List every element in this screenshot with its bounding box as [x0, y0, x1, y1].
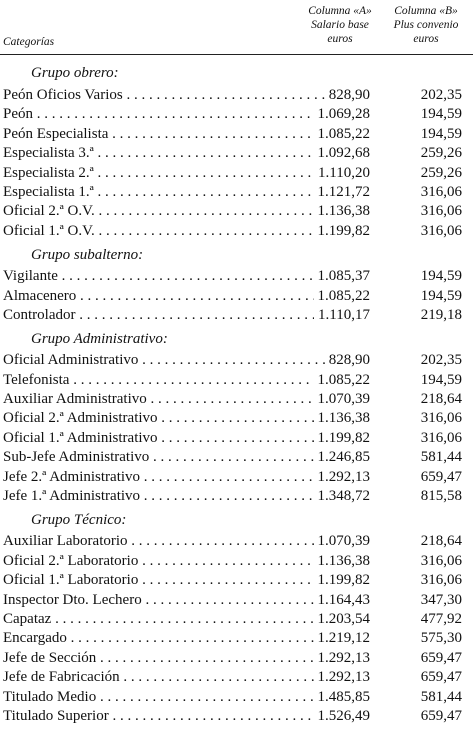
group-title: Grupo subalterno:: [31, 247, 144, 264]
salario-base-value: 1.110,20: [314, 164, 370, 183]
category-name: Oficial 2.ª Laboratorio . . .: [3, 552, 370, 571]
table-row: [0, 306, 473, 325]
category-name: Oficial 1.ª O.V. . . .: [3, 222, 370, 241]
plus-convenio-value: 659,47: [420, 468, 462, 485]
plus-convenio-value: 316,06: [420, 183, 462, 200]
table-row: [0, 429, 473, 448]
table-row: [0, 468, 473, 487]
table-row: [0, 371, 473, 390]
categories-header: Categorías: [3, 36, 55, 48]
plus-convenio-value: 581,44: [420, 688, 462, 705]
salario-base-value: 828,90: [325, 86, 370, 105]
category-name: Oficial 1.ª Laboratorio . . .: [3, 571, 370, 590]
table-row: [0, 532, 473, 551]
column-a-header: [298, 4, 382, 46]
salario-base-value: 1.136,38: [314, 409, 371, 428]
plus-convenio-value: 218,64: [420, 391, 462, 408]
table-row: [0, 409, 473, 428]
category-name: Sub-Jefe Administrativo . . .: [3, 448, 370, 467]
salario-base-value: 1.164,43: [314, 591, 371, 610]
salario-base-value: 1.121,72: [314, 183, 371, 202]
column-a-header-line: Salario base: [311, 19, 369, 31]
group-title: Grupo obrero:: [31, 65, 119, 81]
table-header: [0, 0, 473, 56]
salario-base-value: 828,90: [325, 351, 370, 370]
salario-base-value: 1.069,28: [314, 105, 371, 124]
salario-base-value: 1.203,54: [314, 610, 371, 629]
table-row: [0, 105, 473, 124]
category-name: Especialista 1.ª . . .: [3, 183, 370, 202]
header-divider: [0, 54, 473, 55]
salario-base-value: 1.110,17: [314, 306, 370, 325]
plus-convenio-value: 194,59: [420, 268, 462, 285]
plus-convenio-value: 202,35: [420, 352, 462, 369]
category-name: Jefe 1.ª Administrativo . . .: [3, 487, 370, 506]
category-name: Especialista 2.ª . . .: [3, 164, 370, 183]
salario-base-value: 1.292,13: [314, 649, 371, 668]
category-name: Titulado Superior . . .: [3, 707, 370, 726]
salario-base-value: 1.085,22: [314, 287, 371, 306]
table-row: [0, 125, 473, 144]
salario-base-value: 1.085,37: [314, 267, 371, 286]
table-row: [0, 144, 473, 163]
category-name: Oficial 2.ª Administrativo . . .: [3, 409, 370, 428]
table-row: [0, 707, 473, 726]
category-name: Peón Especialista . . .: [3, 125, 370, 144]
table-row: [0, 390, 473, 409]
salario-base-value: 1.085,22: [314, 371, 371, 390]
plus-convenio-value: 659,47: [420, 707, 462, 724]
plus-convenio-value: 194,59: [420, 106, 462, 123]
plus-convenio-value: 194,59: [420, 371, 462, 388]
table-row: [0, 202, 473, 221]
column-a-header-line: euros: [327, 33, 353, 45]
plus-convenio-value: 316,06: [420, 222, 462, 239]
category-name: Oficial 2.ª O.V. . . .: [3, 202, 370, 221]
category-name: Jefe de Sección . . .: [3, 649, 370, 668]
plus-convenio-value: 316,06: [420, 552, 462, 569]
salario-base-value: 1.199,82: [314, 222, 371, 241]
salario-base-value: 1.292,13: [314, 668, 371, 687]
salario-base-value: 1.199,82: [314, 571, 371, 590]
category-name: Oficial 1.ª Administrativo . . .: [3, 429, 370, 448]
column-b-header-line: euros: [413, 33, 439, 45]
plus-convenio-value: 477,92: [420, 610, 462, 627]
table-row: [0, 222, 473, 241]
category-name: Telefonista . . .: [3, 371, 370, 390]
column-a-header-line: Columna «A»: [308, 5, 372, 17]
plus-convenio-value: 202,35: [420, 87, 462, 103]
table-row: [0, 610, 473, 629]
table-row: [0, 351, 473, 370]
column-b-header-line: Plus convenio: [393, 19, 459, 31]
plus-convenio-value: 659,47: [420, 669, 462, 686]
plus-convenio-value: 219,18: [420, 306, 462, 323]
plus-convenio-value: 659,47: [420, 649, 462, 666]
salario-base-value: 1.526,49: [314, 707, 371, 726]
table-row: [0, 688, 473, 707]
category-name: Oficial Administrativo . . .: [3, 351, 370, 370]
plus-convenio-value: 194,59: [420, 287, 462, 304]
table-row: [0, 591, 473, 610]
table-row: [0, 287, 473, 306]
table-row: [0, 649, 473, 668]
salario-base-value: 1.292,13: [314, 468, 371, 487]
category-name: Inspector Dto. Lechero . . .: [3, 591, 370, 610]
salario-base-value: 1.485,85: [314, 688, 371, 707]
category-name: Auxiliar Laboratorio . . .: [3, 532, 370, 551]
table-row: [0, 164, 473, 183]
plus-convenio-value: 316,06: [420, 429, 462, 446]
plus-convenio-value: 575,30: [420, 630, 462, 647]
category-name: Almacenero . . .: [3, 287, 370, 306]
table-row: [0, 552, 473, 571]
category-name: Auxiliar Administrativo . . .: [3, 390, 370, 409]
table-row: [0, 629, 473, 648]
plus-convenio-value: 259,26: [420, 145, 462, 162]
category-name: Peón . . .: [3, 105, 370, 124]
plus-convenio-value: 581,44: [420, 449, 462, 466]
salario-base-value: 1.199,82: [314, 429, 371, 448]
salario-base-value: 1.136,38: [314, 552, 371, 571]
category-name: Capataz . . .: [3, 610, 370, 629]
salario-base-value: 1.092,68: [314, 144, 371, 163]
salario-base-value: 1.070,39: [314, 390, 371, 409]
salario-base-value: 1.136,38: [314, 202, 371, 221]
table-row: [0, 86, 473, 105]
column-b-header: [384, 4, 468, 46]
salario-base-value: 1.085,22: [314, 125, 371, 144]
category-name: Vigilante . . .: [3, 267, 370, 286]
table-row: [0, 571, 473, 590]
plus-convenio-value: 194,59: [420, 125, 462, 142]
table-row: [0, 183, 473, 202]
salario-base-value: 1.219,12: [314, 629, 371, 648]
plus-convenio-value: 218,64: [420, 533, 462, 550]
column-b-header-line: Columna «B»: [394, 5, 458, 17]
table-row: [0, 487, 473, 506]
category-name: Encargado . . .: [3, 629, 370, 648]
category-name: Controlador . . .: [3, 306, 370, 325]
salary-table: [0, 60, 473, 726]
group-title: Grupo Administrativo:: [31, 331, 168, 348]
plus-convenio-value: 259,26: [420, 164, 462, 181]
plus-convenio-value: 316,06: [420, 572, 462, 589]
category-name: Especialista 3.ª . . .: [3, 144, 370, 163]
plus-convenio-value: 347,30: [420, 591, 462, 608]
category-name: Peón Oficios Varios . . .: [3, 86, 370, 105]
table-row: [0, 448, 473, 467]
salario-base-value: 1.246,85: [314, 448, 371, 467]
plus-convenio-value: 815,58: [420, 488, 462, 505]
plus-convenio-value: 316,06: [420, 203, 462, 220]
category-name: Jefe 2.ª Administrativo . . .: [3, 468, 370, 487]
category-name: Jefe de Fabricación . . .: [3, 668, 370, 687]
salario-base-value: 1.348,72: [314, 487, 371, 506]
table-row: [0, 668, 473, 687]
category-name: Titulado Medio . . .: [3, 688, 370, 707]
salario-base-value: 1.070,39: [314, 532, 371, 551]
group-title: Grupo Técnico:: [31, 512, 127, 529]
plus-convenio-value: 316,06: [420, 410, 462, 427]
table-row: [0, 267, 473, 286]
